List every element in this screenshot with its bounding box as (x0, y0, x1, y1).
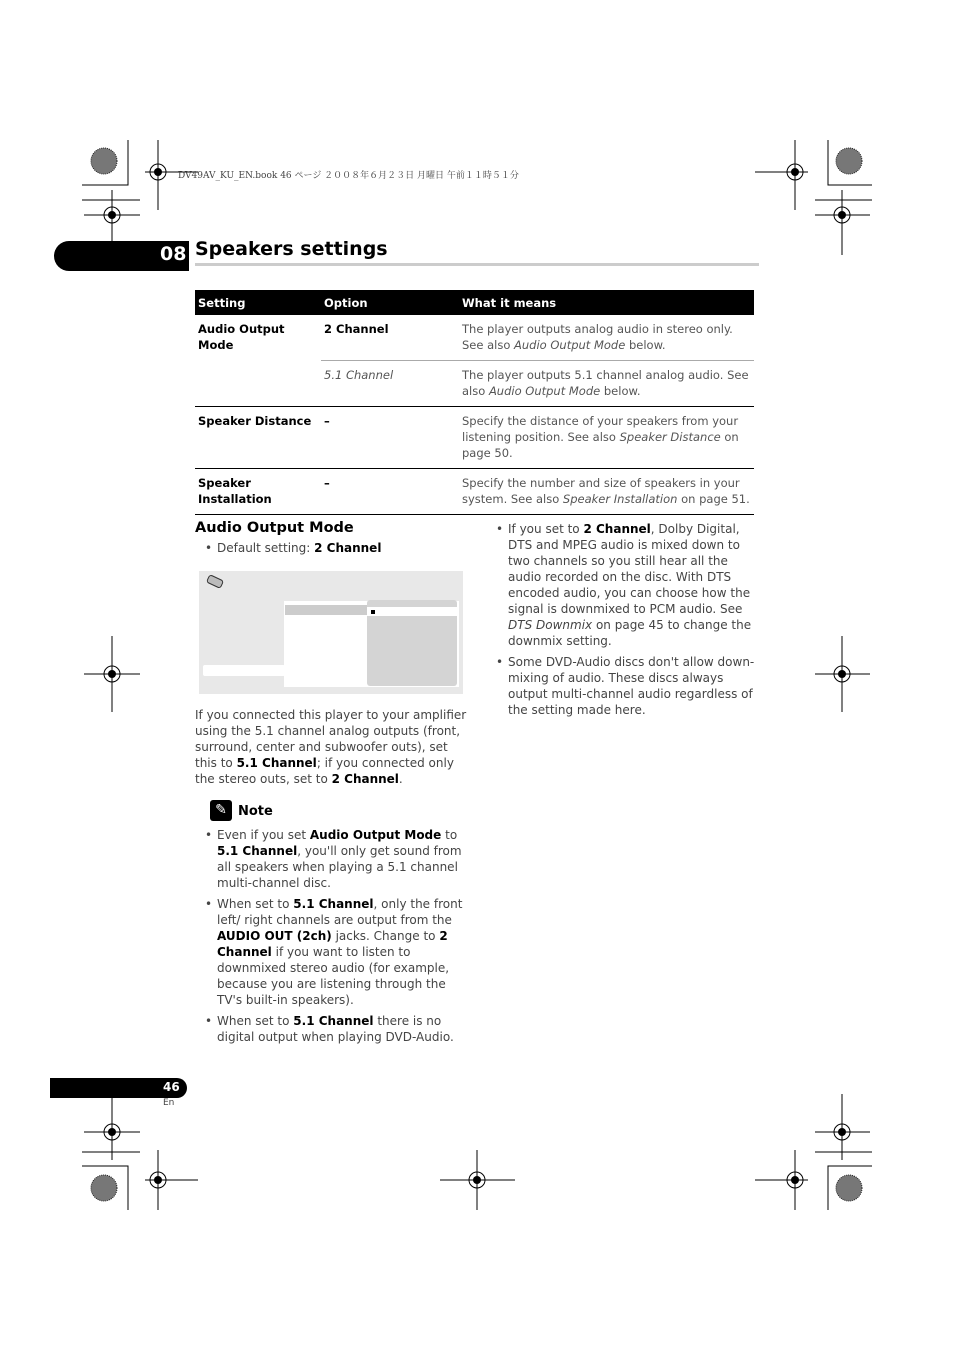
page-title: Speakers settings (195, 238, 388, 260)
text-run: , you'll only get sound from all speakers when playing a 5.1 channel multi-channel disc. (217, 844, 462, 890)
text-run: Even if you set (217, 828, 310, 842)
text-run: if you want to listen to downmixed stereo audio (for example, because you are listening through the TV's built-in speakers). (217, 945, 450, 1007)
setting-cell: Speaker Distance (195, 407, 321, 469)
text-run: below. (600, 384, 641, 398)
language-label: En (163, 1098, 175, 1108)
text-run: If you connected this player to your amplifier using the 5.1 channel analog outputs (front, surround, center and subwoofer outs), set this to (195, 708, 467, 770)
text-run: ; if you connected only the stereo outs, set to (195, 756, 454, 786)
default-setting (195, 540, 465, 556)
meaning-cell (459, 469, 754, 515)
text-run: Some DVD-Audio discs don't allow down-mixing of audio. These discs always output multi-channel audio regardless of the setting made here. (508, 655, 755, 717)
col-meaning: What it means (459, 290, 754, 315)
text-run: Audio Output Mode (488, 384, 601, 398)
table-row (195, 315, 754, 361)
text-run: When set to (217, 897, 294, 911)
meaning-cell (459, 315, 754, 361)
text-run: . (398, 772, 403, 786)
meaning-cell (459, 407, 754, 469)
setting-cell: Audio Output Mode (195, 315, 321, 407)
right-bullets (486, 521, 758, 723)
text-run: The player outputs 5.1 channel analog audio. See also (462, 368, 749, 398)
note-pencil-icon: ✎ (210, 800, 232, 821)
default-list (195, 540, 465, 561)
osd-status-bar (203, 665, 285, 676)
text-run: Audio Output Mode (309, 828, 442, 842)
text-run: , only the front left/ right channels are output from the (217, 897, 463, 927)
option-cell: – (321, 469, 459, 515)
note-label: Note (238, 804, 273, 819)
note-item (195, 896, 469, 1008)
title-rule (195, 263, 759, 266)
note-item (195, 1013, 469, 1045)
note-list (195, 827, 469, 1050)
text-run: there is no digital output when playing DVD-Audio. (217, 1014, 454, 1044)
text-run: The player outputs analog audio in stereo only. See also (462, 322, 733, 352)
text-run: on page 50. (462, 430, 739, 460)
page-number: 46 (163, 1080, 180, 1094)
text-run: 5.1 Channel (217, 844, 298, 858)
section-heading: Audio Output Mode (195, 520, 354, 536)
disc-icon (206, 574, 224, 589)
text-run: below. (625, 338, 666, 352)
text-run: Audio Output Mode (514, 338, 626, 352)
osd-selected-item (285, 605, 369, 615)
text-run: , Dolby Digital, DTS and MPEG audio is mixed down to two channels so you still hear all the audio recorded on the disc. With DTS encoded audio, you can choose how the signal is downmixed to PCM audio. See (508, 522, 751, 616)
text-run: jacks. Change to (331, 929, 440, 943)
setting-cell: Speaker Installation (195, 469, 321, 515)
table-row (195, 469, 754, 515)
text-run: Default setting: (217, 541, 315, 555)
text-run: to (441, 828, 458, 842)
bullet-item (486, 654, 758, 718)
meaning-cell (459, 361, 754, 407)
table-row (195, 407, 754, 469)
bullet-item (486, 521, 758, 649)
text-run: on page 51. (677, 492, 750, 506)
text-run: When set to (217, 1014, 294, 1028)
print-header: DV49AV_KU_EN.book 46 ページ ２００８年６月２３日 月曜日 午前１１時５１分 (178, 171, 519, 181)
text-run: DTS Downmix (508, 618, 593, 632)
option-cell: 5.1 Channel (321, 361, 459, 407)
text-run: 2 Channel (583, 522, 651, 536)
text-run: Specify the distance of your speakers from your listening position. See also (462, 414, 739, 444)
body-paragraph (195, 707, 467, 787)
text-run: Speaker Distance (619, 430, 721, 444)
text-run: on page 45 to change the downmix setting. (508, 618, 752, 648)
option-cell: – (321, 407, 459, 469)
option-cell: 2 Channel (321, 315, 459, 361)
osd-option-highlight (367, 607, 457, 616)
text-run: Speaker Installation (562, 492, 678, 506)
col-setting: Setting (195, 290, 321, 315)
text-run: 5.1 Channel (293, 897, 374, 911)
col-option: Option (321, 290, 459, 315)
text-run: 2 Channel (217, 929, 448, 959)
text-run: 5.1 Channel (293, 1014, 374, 1028)
text-run: Specify the number and size of speakers in your system. See also (462, 476, 740, 506)
note-item (195, 827, 469, 891)
text-run: 2 Channel (314, 541, 382, 555)
osd-screen-illustration (199, 571, 463, 694)
text-run: AUDIO OUT (2ch) (217, 929, 332, 943)
chapter-number: 08 (160, 243, 187, 265)
text-run: If you set to (508, 522, 584, 536)
text-run: 2 Channel (331, 772, 399, 786)
settings-table (195, 290, 754, 515)
text-run: 5.1 Channel (236, 756, 317, 770)
